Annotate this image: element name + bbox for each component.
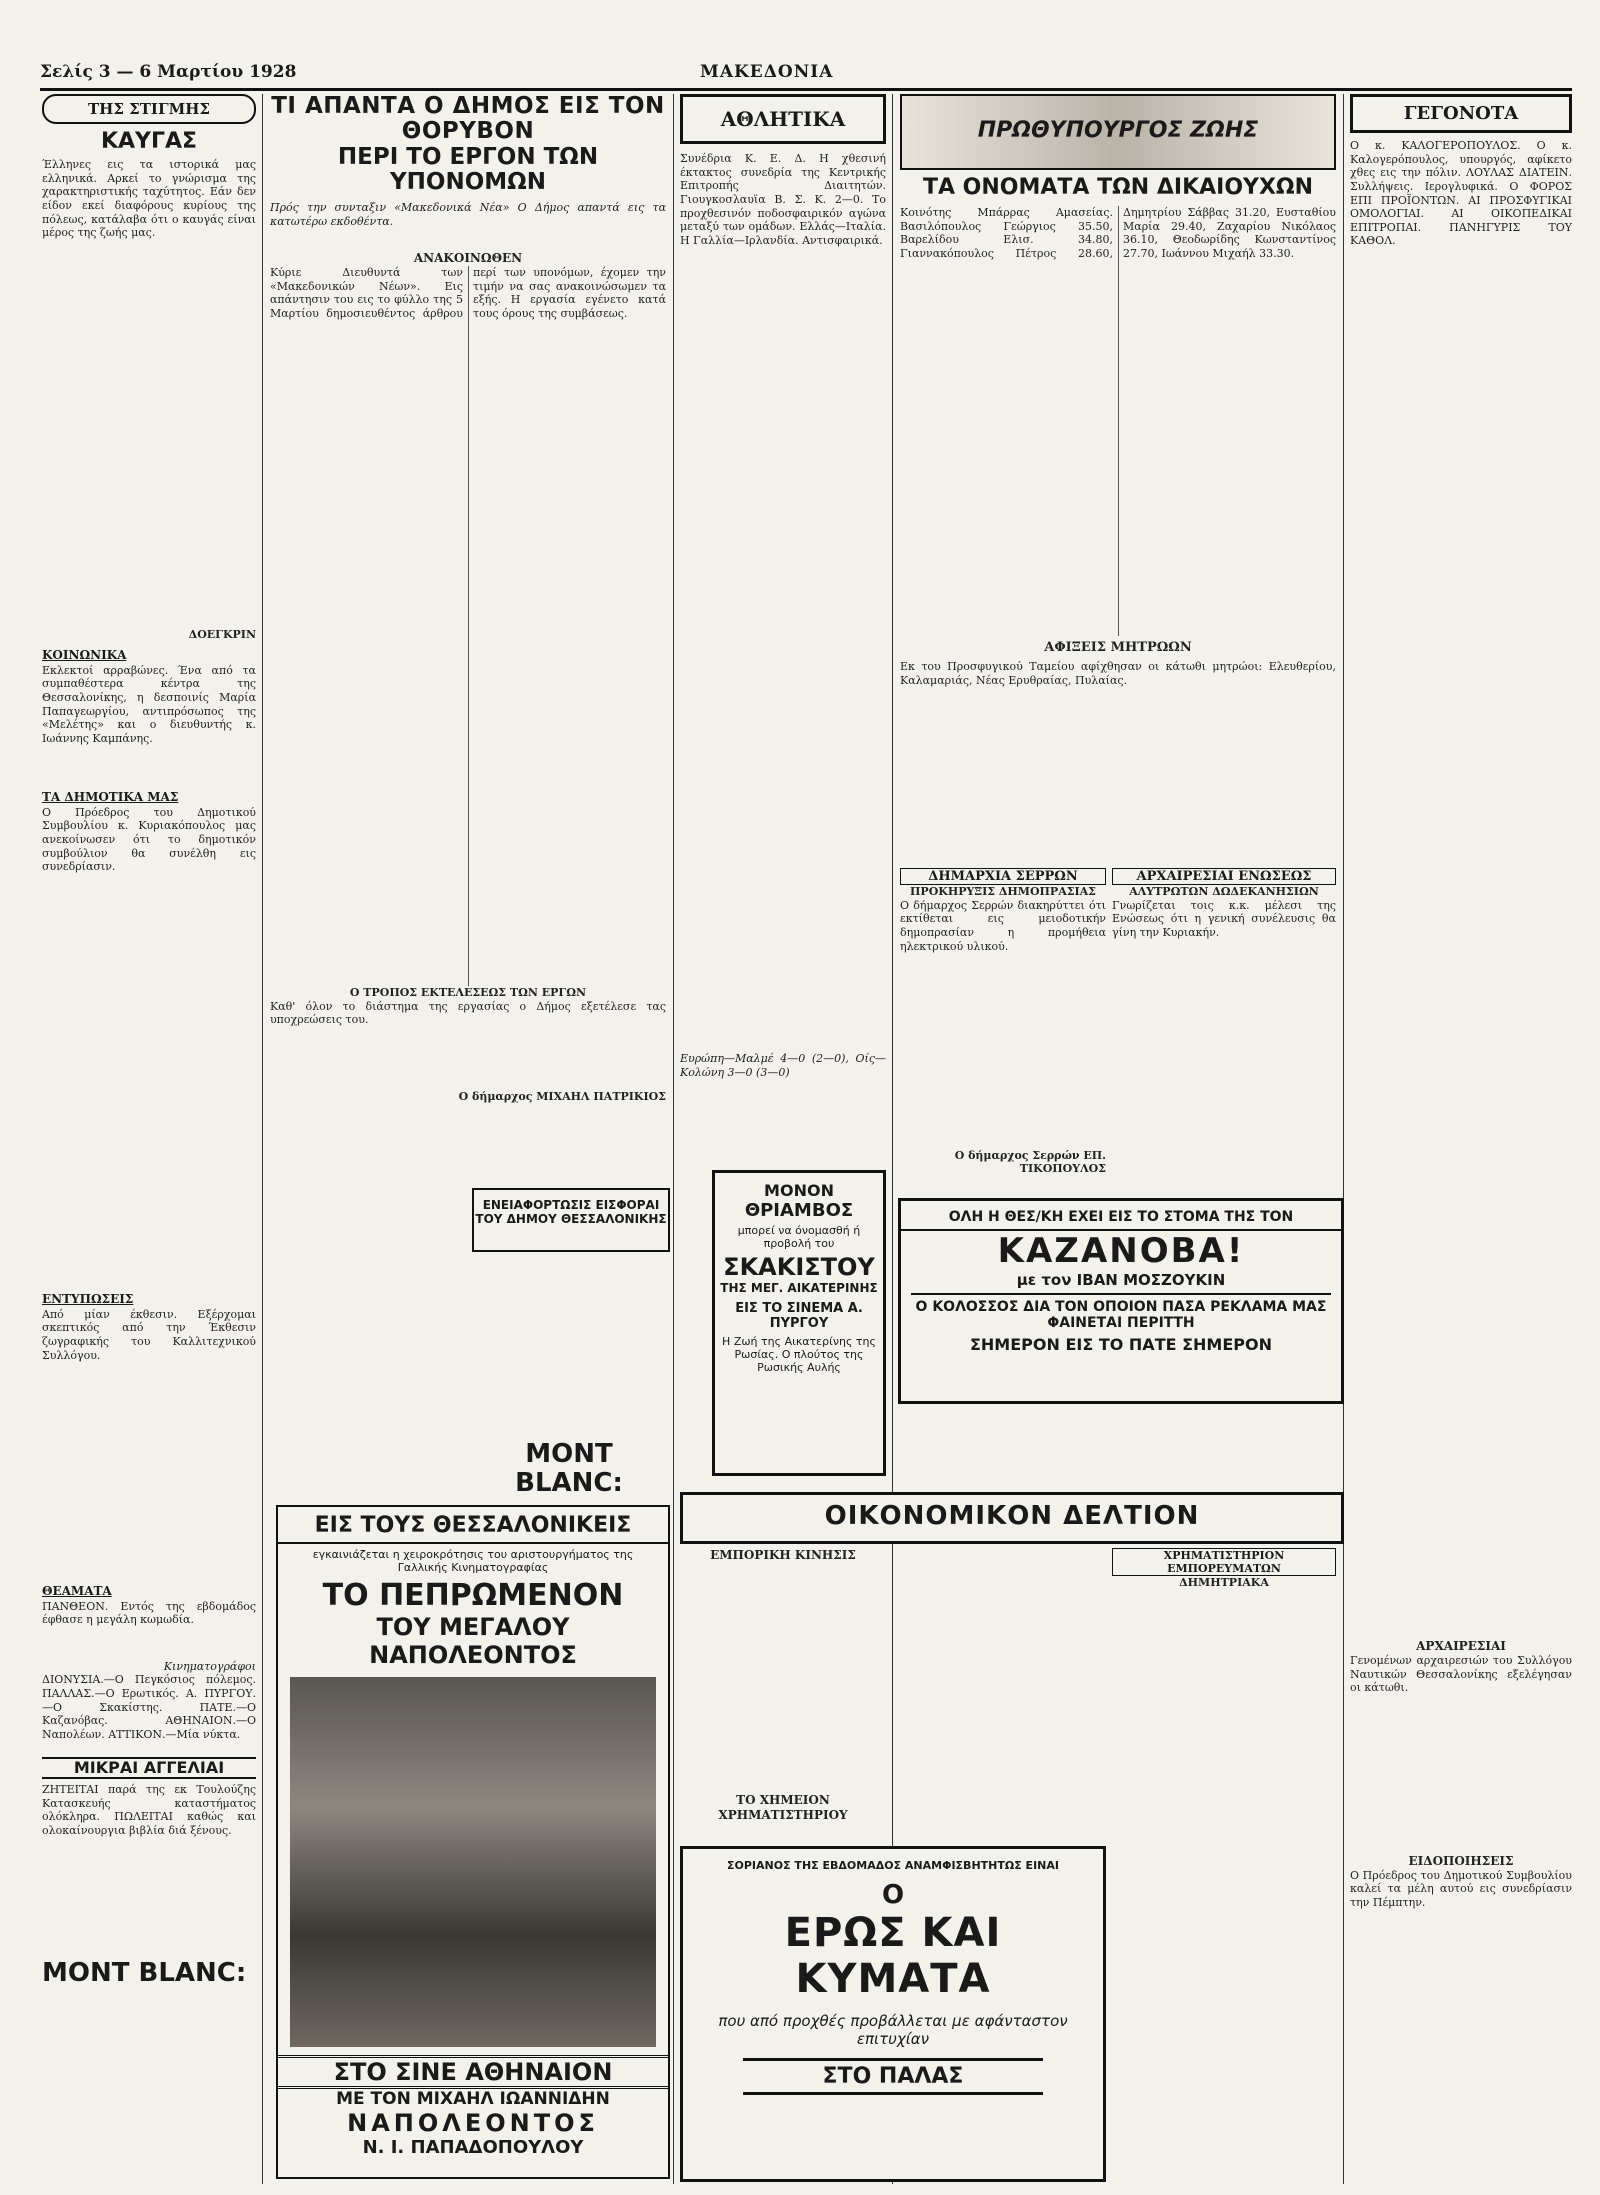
column-rule xyxy=(262,94,263,2184)
archaireseis-title: ΑΡΧΑΙΡΕΣΙΑΙ ΕΝΩΣΕΩΣ xyxy=(1112,868,1336,885)
napoleon-ad xyxy=(276,1505,670,2179)
athlitika-scores: Ευρώπη—Μαλμέ 4—0 (2—0), Οίς—Κολώνη 3—0 (3—0) xyxy=(680,1052,886,1079)
kazanova-line-5: ΣΗΜΕΡΟΝ ΕΙΣ ΤΟ ΠΑΤΕ ΣΗΜΕΡΟΝ xyxy=(969,1335,1272,1354)
eisfores-line-2: ΤΟΥ ΔΗΜΟΥ ΘΕΣΣΑΛΟΝΙΚΗΣ xyxy=(475,1212,667,1226)
theamata-body: ΠΑΝΘΕΟΝ. Εντός της εβδομάδος έφθασε η μεγάλη κωμωδία. xyxy=(42,1599,256,1627)
theamata-heading: ΘΕΑΜΑΤΑ xyxy=(42,1583,112,1598)
column-rule xyxy=(1343,94,1344,2184)
napoleon-line-3: ΤΟ ΠΕΠΡΩΜΕΝΟΝ xyxy=(322,1578,624,1613)
napoleon-line-4: ΤΟΥ ΜΕΓΑΛΟΥ ΝΑΠΟΛΕΟΝΤΟΣ xyxy=(369,1613,577,1669)
archaireseis-col5-body: Γενομένων αρχαιρεσιών του Συλλόγου Ναυτικών Θεσσαλονίκης εξελέγησαν οι κάτωθι. xyxy=(1350,1653,1572,1695)
column-3 xyxy=(680,94,886,1174)
dimarchia-title: ΔΗΜΑΡΧΙΑ ΣΕΡΡΩΝ xyxy=(900,868,1106,885)
archaireseis-body: Γνωρίζεται τοις κ.κ. μέλεσι της Ενώσεως ότι η γενική συνέλευσις θα γίνη την Κυριακήν. xyxy=(1112,898,1336,939)
ypones-intro: Πρός την συνταξιν «Μακεδονικά Νέα» Ο Δήμος απαντά εις τα κατωτέρω εκδοθέντα. xyxy=(270,201,666,228)
gegonota-title: ΓΕΓΟΝΟΤΑ xyxy=(1350,94,1572,133)
koinonika-heading: ΚΟΙΝΩΝΙΚΑ xyxy=(42,647,127,662)
koinonika-body: Εκλεκτοί αρραβώνες. Ένα από τα συμπαθέστερα κέντρα της Θεσσαλονίκης, η δεσποινίς Μαρία Παπαγεωργίου, αντιπρόσωπος της «Μελέτης» και ο διευθυντής κ. Ιωάννης Καμπάνης. xyxy=(42,663,256,745)
eros-line-1: ΣΟΡΙΑΝΟΣ ΤΗΣ ΕΒΔΟΜΑΔΟΣ ΑΝΑΜΦΙΣΒΗΤΗΤΩΣ ΕΙΝΑΙ xyxy=(727,1859,1059,1872)
entyposeis-heading: ΕΝΤΥΠΩΣΕΙΣ xyxy=(42,1291,134,1306)
eros-ad xyxy=(680,1846,1106,2182)
athlitika-title: ΑΘΛΗΤΙΚΑ xyxy=(680,94,886,144)
monon-line-2: ΘΡΙΑΜΒΟΣ xyxy=(744,1200,854,1221)
eros-line-3: ΕΡΩΣ ΚΑΙ ΚΥΜΑΤΑ xyxy=(784,1910,1002,2002)
ypones-body: Κύριε Διευθυντά των «Μακεδονικών Νέων». Εις απάντησιν του εις το φύλλο της 5 Μαρτίου δημοσιευθέντος άρθρου περί των υπονόμων, έχομεν την τιμήν να σας ανακοινώσωμεν τα εξής. Η εργασία εγένετο κατά τους όρους της συμβάσεως. xyxy=(270,266,666,320)
date-line: Σελίς 3 — 6 Μαρτίου 1928 xyxy=(40,62,297,82)
archaireseis-col5-heading: ΑΡΧΑΙΡΕΣΙΑΙ xyxy=(1416,1639,1506,1653)
oikonomikon-title: ΟΙΚΟΝΟΜΙΚΟΝ ΔΕΛΤΙΟΝ xyxy=(824,1501,1200,1531)
kavgas-signature: ΔΟΕΓΚΡΙΝ xyxy=(188,628,256,642)
ypones-headline-1: ΤΙ ΑΠΑΝΤΑ Ο ΔΗΜΟΣ ΕΙΣ ΤΟΝ ΘΟΡΥΒΟΝ xyxy=(271,94,665,145)
dimitriaka-heading: ΔΗΜΗΤΡΙΑΚΑ xyxy=(1179,1576,1269,1588)
ypones-sub2: Ο ΤΡΟΠΟΣ ΕΚΤΕΛΕΣΕΩΣ ΤΩΝ ΕΡΓΩΝ xyxy=(349,986,587,1000)
emporiki-kinisis xyxy=(680,1548,886,1838)
entyposeis-body: Από μίαν έκθεσιν. Εξέρχομαι σκεπτικός από την Έκθεσιν ζωγραφικής του Καλλιτεχνικού Συλλόγου. xyxy=(42,1307,256,1362)
mont-blanc-footer: MONT BLANC: xyxy=(42,1958,247,1989)
napoleon-line-1: ΕΙΣ ΤΟΥΣ ΘΕΣΣΑΛΟΝΙΚΕΙΣ xyxy=(278,1513,668,1544)
athlitika-body: Συνέδρια Κ. Ε. Δ. Η χθεσινή έκτακτος συνεδρία της Κεντρικής Επιτροπής Διαιτητών. Γιουγκοσλαυϊα Β. Σ. Κ. 2—0. Το προχθεσινόν ποδοσφαιρικόν αγώνα μεταξύ των ομάδων. Ελλάς—Ιταλία. Η Γαλλία—Ιρλανδία. Αντισφαιρικά. xyxy=(680,152,886,247)
monon-line-1: ΜΟΝΟΝ xyxy=(764,1181,834,1200)
dimarchia-sub: ΠΡΟΚΗΡΥΞΙΣ ΔΗΜΟΠΡΑΣΙΑΣ xyxy=(910,885,1096,898)
dimotika-body: Ο Πρόεδρος του Δημοτικού Συμβουλίου κ. Κυριακόπουλος μας ανεκοίνωσεν ότι το δημοτικόν συμβούλιον θα συνέλθη εις συνεδρίασιν. xyxy=(42,805,256,874)
napoleon-line-2: εγκαινιάζεται η χειροκρότησις του αριστουργήματος της Γαλλικής Κινηματογραφίας xyxy=(312,1548,634,1574)
ypones-sub: ΑΝΑΚΟΙΝΩΘΕΝ xyxy=(413,251,523,266)
eidopoiiseis-body: Ο Πρόεδρος του Δημοτικού Συμβουλίου καλεί τα μέλη αυτού εις συνεδρίασιν την Πέμπτην. xyxy=(1350,1868,1572,1909)
napoleon-line-8: Ν. Ι. ΠΑΠΑΔΟΠΟΥΛΟΥ xyxy=(362,2137,584,2158)
eisfores-line-1: ΕΝΕΙΑΦΟΡΤΩΣΙΣ ΕΙΣΦΟΡΑΙ xyxy=(482,1198,660,1212)
prosfygiki-banner xyxy=(900,94,1336,170)
masthead xyxy=(40,62,1572,91)
column-1 xyxy=(42,94,256,2184)
afixeis-body: Εκ του Προσφυγικού Ταμείου αφίχθησαν οι κάτωθι μητρώοι: Ελευθερίου, Καλαμαριάς, Νέας Ερυθραίας, Πυλαίας. xyxy=(900,660,1336,687)
emporiki-heading: ΕΜΠΟΡΙΚΗ ΚΙΝΗΣΙΣ xyxy=(710,1548,856,1562)
monon-line-4: ΣΚΑΚΙΣΤΟΥ xyxy=(723,1253,875,1281)
napoleon-line-7: ΝΑΠΟΛΕΟΝΤΟΣ xyxy=(347,2109,599,2137)
onomata-body: Κοινότης Μπάρρας Αμασείας. Βασιλόπουλος Γεώργιος 35.50, Βαρελίδου Ελισ. 34.80, Γιαννακόπουλος Πέτρος 28.60, Δημητρίου Σάββας 31.20, Ευσταθίου Μαρία 29.40, Ζαχαρίου Νικόλαος 36.10, Θεοδωρίδης Κωνσταντίνος 27.70, Ιωάννου Μιχαήλ 33.30. xyxy=(900,206,1336,261)
kazanova-ad xyxy=(898,1198,1344,1404)
paper-name: ΜΑΚΕΔΟΝΙΑ xyxy=(700,62,834,82)
monon-line-6: ΕΙΣ ΤΟ ΣΙΝΕΜΑ Α. ΠΥΡΓΟΥ xyxy=(735,1301,863,1331)
eisfores-heading xyxy=(472,1188,670,1252)
monon-line-7: Η Ζωή της Αικατερίνης της Ρωσίας. Ο πλούτος της Ρωσικής Αυλής xyxy=(722,1335,876,1374)
kazanova-line-3: με τον ΙΒΑΝ ΜΟΣΖΟΥΚΙΝ xyxy=(1016,1271,1226,1289)
eros-line-5: ΣΤΟ ΠΑΛΑΣ xyxy=(743,2058,1043,2095)
ypones-signer: Ο δήμαρχος ΜΙΧΑΗΛ ΠΑΤΡΙΚΙΟΣ xyxy=(458,1089,666,1103)
oikonomikon-deltion-header xyxy=(680,1492,1344,1544)
napoleon-line-5: ΣΤΟ ΣΙΝΕ ΑΘΗΝΑΙΟΝ xyxy=(278,2055,668,2089)
mikres-aggelies-heading: ΜΙΚΡΑΙ ΑΓΓΕΛΙΑΙ xyxy=(42,1757,256,1779)
monon-ad xyxy=(712,1170,886,1476)
archaireseis-enoseos xyxy=(1112,868,1336,1188)
column-2 xyxy=(270,94,666,1174)
kavgas-headline: ΚΑΥΓΑΣ xyxy=(100,129,198,154)
kazanova-line-4: Ο ΚΟΛΟΣΣΟΣ ΔΙΑ ΤΟΝ ΟΠΟΙΟΝ ΠΑΣΑ ΡΕΚΛΑΜΑ ΜΑΣ ΦΑΙΝΕΤΑΙ ΠΕΡΙΤΤΗ xyxy=(911,1293,1331,1331)
dimarchia-body: Ο δήμαρχος Σερρών διακηρύττει ότι εκτίθεται εις μειοδοτικήν δημοπρασίαν η προμήθεια ηλεκτρικού υλικού. xyxy=(900,898,1106,953)
kazanova-line-2: ΚΑΖΑΝΟΒΑ! xyxy=(997,1231,1245,1271)
afixeis-heading: ΑΦΙΞΕΙΣ ΜΗΤΡΩΩΝ xyxy=(1044,640,1192,656)
eros-line-2: Ο xyxy=(881,1880,905,1910)
column-4 xyxy=(900,94,1336,854)
gegonota-body: Ο κ. ΚΑΛΟΓΕΡΟΠΟΥΛΟΣ. Ο κ. Καλογερόπουλος, υπουργός, αφίκετο χθες εις την πόλιν. ΛΟΥΛΑΣ ΔΙΑΤΕΙΝ. Συλλήψεις. Ιερογλυφικά. Ο ΦΟΡΟΣ ΕΠΙ ΠΡΟΪΟΝΤΩΝ. ΑΙ ΠΡΟΣΦΥΓΙΚΑΙ ΟΜΟΛΟΓΙΑΙ. ΑΙ ΟΙΚΟΠΕΔΙΚΑΙ ΕΠΙΤΡΟΠΑΙ. ΠΑΝΗΓΥΡΙΣ ΤΟΥ ΚΑΘΟΛ. xyxy=(1350,139,1572,248)
kavgas-body: Έλληνες εις τα ιστορικά μας ελληνικά. Αρκεί το γνώρισμα της χαρακτηριστικής ταχύτητος. Εάν δεν είδον εκεί διαφόρους κυρίους της πόλεως, κατάλαβα ότι ο καυγάς είναι μέρος της ζωής μας. xyxy=(42,158,256,240)
dimarchia-serron xyxy=(900,868,1106,1188)
column-rule xyxy=(673,94,674,2184)
monon-line-3: μπορεί να όνομασθή ή προβολή του xyxy=(737,1224,861,1250)
dimotika-heading: ΤΑ ΔΗΜΟΤΙΚΑ ΜΑΣ xyxy=(42,789,179,804)
tis-stigmis-title: ΤΗΣ ΣΤΙΓΜΗΣ xyxy=(42,94,256,124)
archaireseis-sub: ΑΛΥΤΡΩΤΩΝ ΔΩΔΕΚΑΝΗΣΙΩΝ xyxy=(1129,885,1319,898)
prosfygiki-banner-text: ΠΡΩΘΥΠΟΥΡΓΟΣ ΖΩΗΣ xyxy=(977,118,1259,143)
ypones-body2: Καθ' όλον το διάστημα της εργασίας ο Δήμος εξετέλεσε τας υποχρεώσεις του. xyxy=(270,999,666,1027)
mont-blanc-ad: MONT BLANC: xyxy=(515,1439,623,1498)
mikres-aggelies-body: ΖΗΤΕΙΤΑΙ παρά της εκ Τουλούζης Κατασκευής καταστήματος ολόκληρα. ΠΩΛΕΙΤΑΙ καθώς και ολοκαίνουργια βιβλία διά ξένους. xyxy=(42,1783,256,1837)
kazanova-line-1: ΟΛΗ Η ΘΕΣ/ΚΗ ΕΧΕΙ ΕΙΣ ΤΟ ΣΤΟΜΑ ΤΗΣ ΤΟΝ xyxy=(901,1209,1341,1231)
onomata-headline: ΤΑ ΟΝΟΜΑΤΑ ΤΩΝ ΔΙΚΑΙΟΥΧΩΝ xyxy=(922,175,1314,200)
chrimatistirion-heading-box xyxy=(1112,1548,1336,1588)
kinimatografoi-heading: Κινηματογράφοι xyxy=(163,1659,256,1673)
eidopoiiseis-heading: ΕΙΔΟΠΟΙΗΣΕΙΣ xyxy=(1408,1853,1514,1868)
dimarchia-sign: Ο δήμαρχος Σερρών ΕΠ. ΤΙΚΟΠΟΥΛΟΣ xyxy=(954,1148,1106,1176)
ypones-headline-2: ΠΕΡΙ ΤΟ ΕΡΓΟΝ ΤΩΝ ΥΠΟΝΟΜΩΝ xyxy=(337,143,599,195)
cinemas-list: ΔΙΟΝΥΣΙΑ.—Ο Πεγκόσιος πόλεμος. ΠΑΛΛΑΣ.—Ο Ερωτικός. Α. ΠΥΡΓΟΥ.—Ο Σκακίστης. ΠΑΤΕ.—Ο Καζανόβας. ΑΘΗΝΑΙΟΝ.—Ο Ναπολέων. ΑΤΤΙΚΟΝ.—Μία νύκτα. xyxy=(42,1673,256,1741)
column-5 xyxy=(1350,94,1572,2184)
napoleon-photo xyxy=(290,1677,656,2047)
napoleon-line-6: ΜΕ ΤΟΝ ΜΙΧΑΗΛ ΙΩΑΝΝΙΔΗΝ xyxy=(336,2089,610,2109)
chrimatistirion-heading: ΧΡΗΜΑΤΙΣΤΗΡΙΟΝ ΕΜΠΟΡΕΥΜΑΤΩΝ xyxy=(1112,1548,1336,1576)
eros-line-4: που από προχθές προβάλλεται με αφάνταστον επιτυχίαν xyxy=(718,2012,1068,2048)
monon-line-5: ΤΗΣ ΜΕΓ. ΑΙΚΑΤΕΡΙΝΗΣ xyxy=(720,1281,878,1295)
xkimerion-heading: ΤΟ ΧΗΜΕΙΟΝ ΧΡΗΜΑΤΙΣΤΗΡΙΟΥ xyxy=(718,1792,848,1822)
